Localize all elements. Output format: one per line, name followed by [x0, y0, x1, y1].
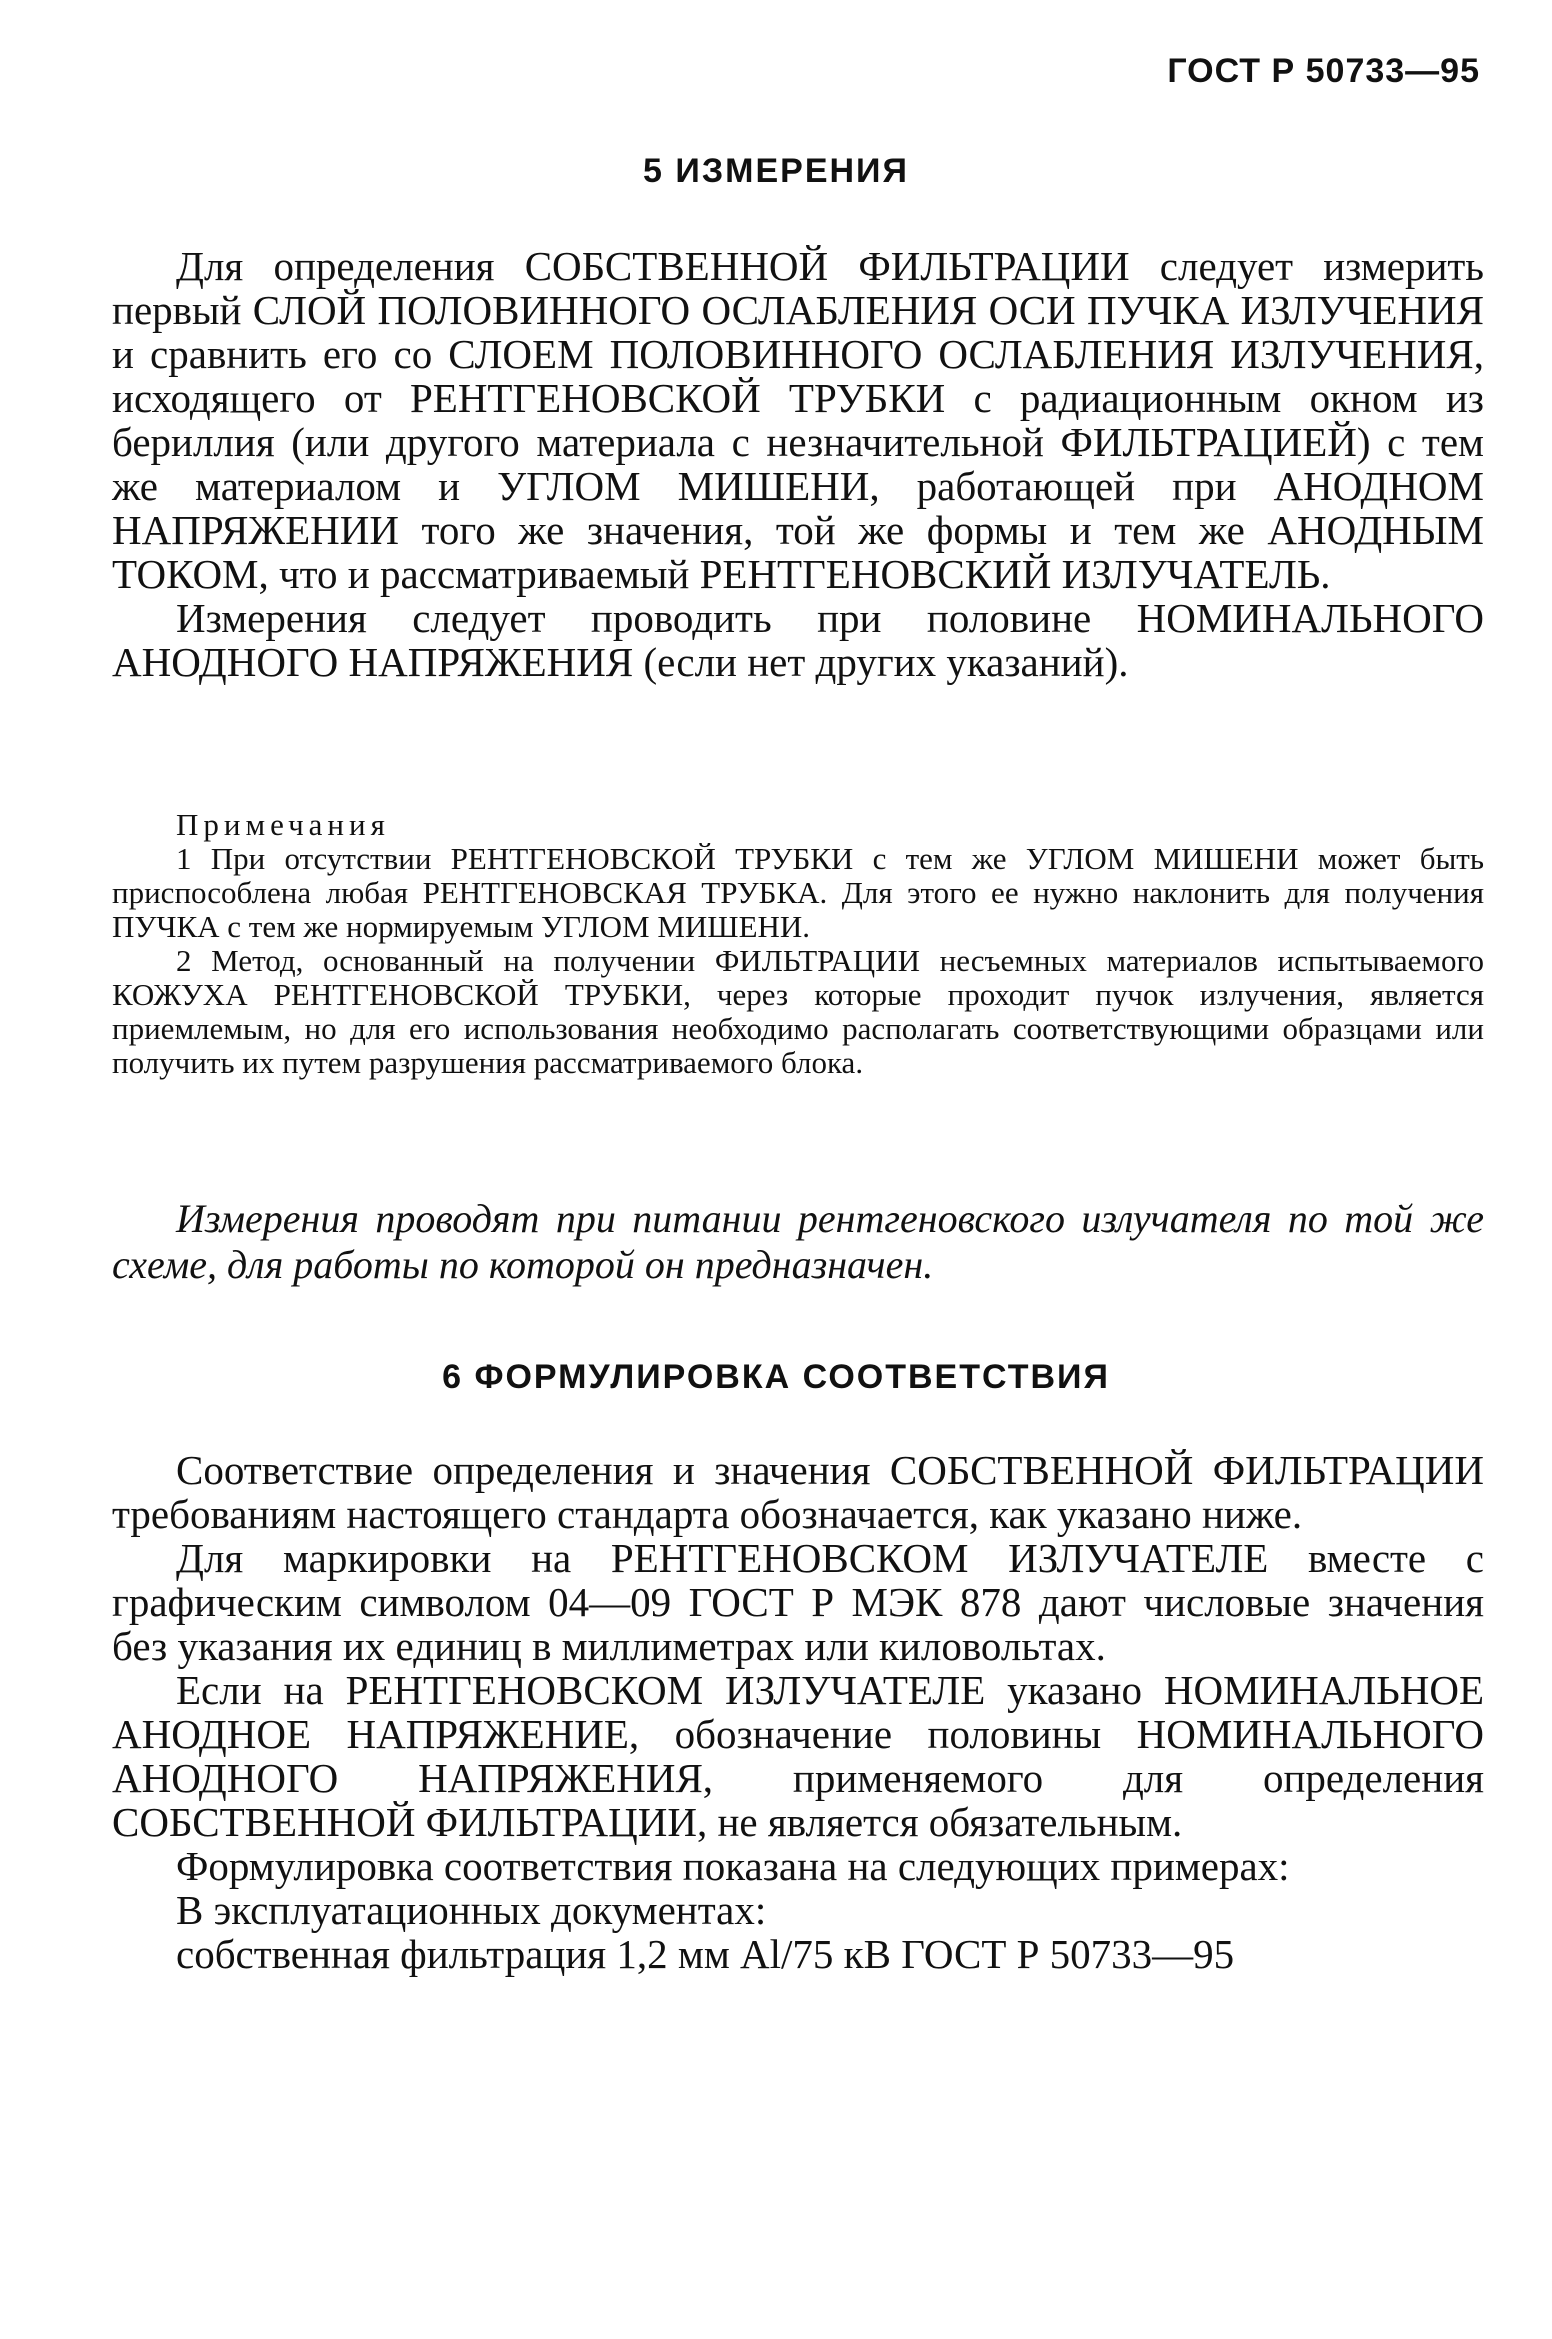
- section-5-title: 5 ИЗМЕРЕНИЯ: [643, 152, 909, 190]
- section-6-body: [112, 1448, 1484, 1976]
- section-6-title: 6 ФОРМУЛИРОВКА СООТВЕТСТВИЯ: [442, 1358, 1110, 1396]
- section-6-paragraph-1: Соответствие определения и значения СОБСТВЕННОЙ ФИЛЬТРАЦИИ требованиям настоящего стандарта обозначается, как указано ниже.: [112, 1447, 1484, 1537]
- section-5-body: [112, 244, 1484, 684]
- section-5-paragraph-1: Для определения СОБСТВЕННОЙ ФИЛЬТРАЦИИ следует измерить первый СЛОЙ ПОЛОВИННОГО ОСЛАБЛЕНИЯ ОСИ ПУЧКА ИЗЛУЧЕНИЯ и сравнить его со СЛОЕМ ПОЛОВИННОГО ОСЛАБЛЕНИЯ ИЗЛУЧЕНИЯ, исходящего от РЕНТГЕНОВСКОЙ ТРУБКИ с радиационным окном из бериллия (или другого материала с незначительной ФИЛЬТРАЦИЕЙ) с тем же материалом и УГЛОМ МИШЕНИ, работающей при АНОДНОМ НАПРЯЖЕНИИ того же значения, той же формы и тем же АНОДНЫМ ТОКОМ, что и рассматриваемый РЕНТГЕНОВСКИЙ ИЗЛУЧАТЕЛЬ.: [112, 243, 1484, 597]
- section-6-paragraph-4: Формулировка соответствия показана на следующих примерах:: [176, 1843, 1290, 1889]
- standard-code-header: ГОСТ Р 50733—95: [1167, 52, 1480, 90]
- italic-paragraph: Измерения проводят при питании рентгеновского излучателя по той же схеме, для работы по которой он предназначен.: [112, 1196, 1484, 1287]
- section-6-paragraph-2: Для маркировки на РЕНТГЕНОВСКОМ ИЗЛУЧАТЕЛЕ вместе с графическим символом 04—09 ГОСТ Р МЭК 878 дают числовые значения без указания их единиц в миллиметрах или киловольтах.: [112, 1535, 1484, 1669]
- italic-paragraph-block: [112, 1196, 1484, 1288]
- note-1: 1 При отсутствии РЕНТГЕНОВСКОЙ ТРУБКИ с тем же УГЛОМ МИШЕНИ может быть приспособлена любая РЕНТГЕНОВСКАЯ ТРУБКА. Для этого ее нужно наклонить для получения ПУЧКА с тем же нормируемым УГЛОМ МИШЕНИ.: [112, 841, 1484, 944]
- notes-block: [112, 808, 1484, 1080]
- section-5-paragraph-2: Измерения следует проводить при половине НОМИНАЛЬНОГО АНОДНОГО НАПРЯЖЕНИЯ (если нет других указаний).: [112, 595, 1484, 685]
- notes-title: Примечания: [176, 807, 390, 842]
- section-6-paragraph-3: Если на РЕНТГЕНОВСКОМ ИЗЛУЧАТЕЛЕ указано НОМИНАЛЬНОЕ АНОДНОЕ НАПРЯЖЕНИЕ, обозначение половины НОМИНАЛЬНОГО АНОДНОГО НАПРЯЖЕНИЯ, применяемого для определения СОБСТВЕННОЙ ФИЛЬТРАЦИИ, не является обязательным.: [112, 1667, 1484, 1845]
- note-2: 2 Метод, основанный на получении ФИЛЬТРАЦИИ несъемных материалов испытываемого КОЖУХА РЕНТГЕНОВСКОЙ ТРУБКИ, через которые проходит пучок излучения, является приемлемым, но для его использования необходимо располагать соответствующими образцами или получить их путем разрушения рассматриваемого блока.: [112, 943, 1484, 1080]
- section-6-paragraph-5: В эксплуатационных документах:: [176, 1887, 767, 1933]
- section-6-example: собственная фильтрация 1,2 мм Al/75 кВ ГОСТ Р 50733—95: [176, 1931, 1235, 1977]
